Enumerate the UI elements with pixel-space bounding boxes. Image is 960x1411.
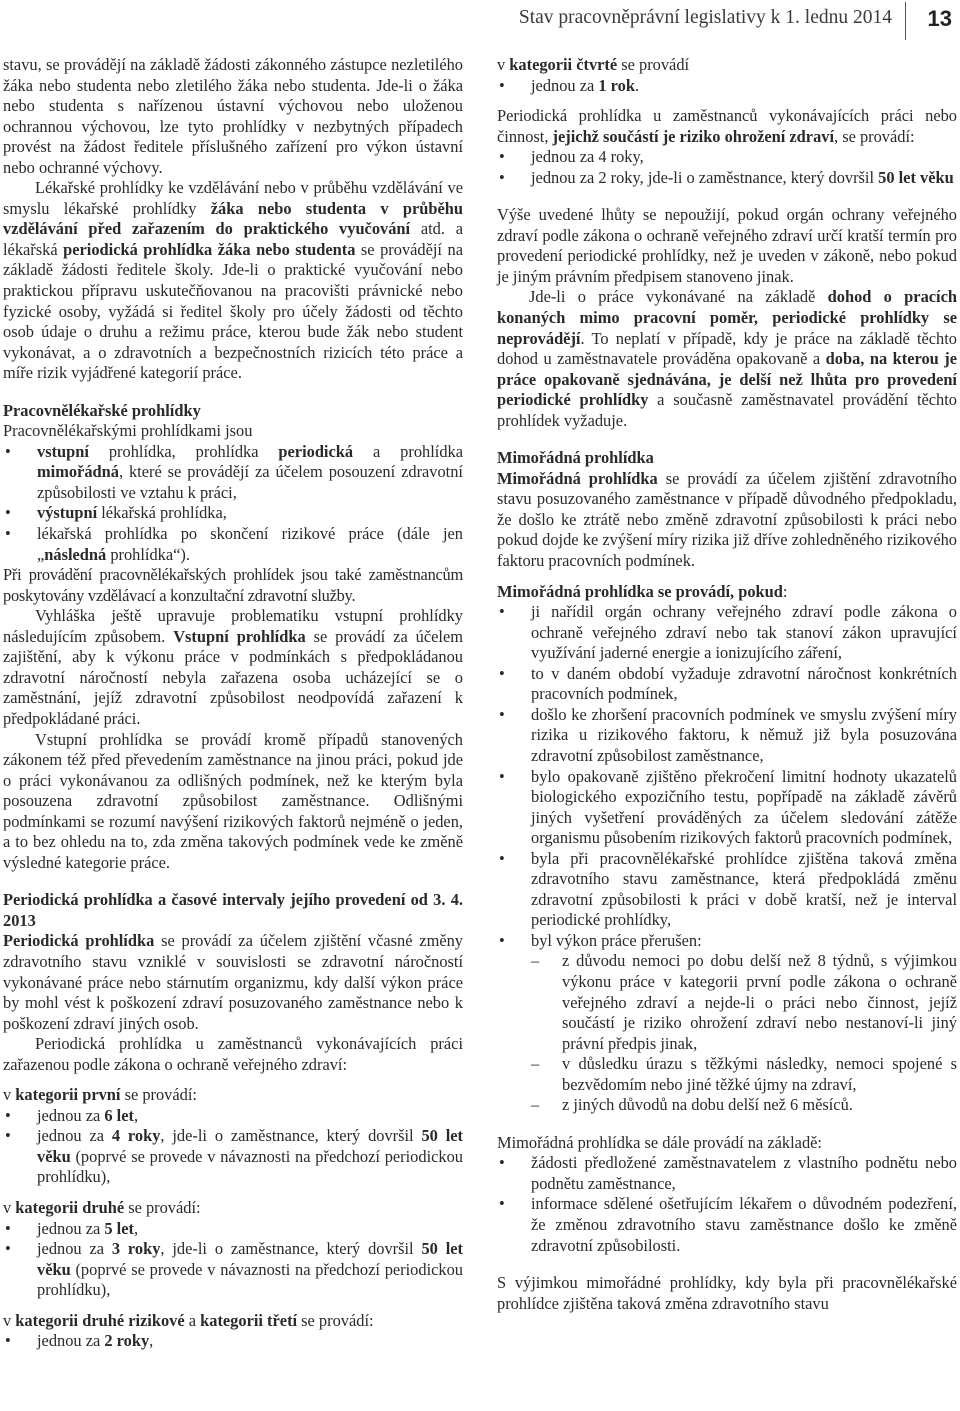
- paragraph: [3, 931, 463, 1034]
- bold-text: 4 roky: [111, 1126, 161, 1146]
- bullet-list: [497, 147, 957, 188]
- bullet-list: [497, 602, 957, 951]
- paragraph: [497, 287, 957, 431]
- text: se provádí:: [120, 1085, 197, 1105]
- text: Vyhláška ještě upravuje problematiku vstupní prohlídky následujícím způsobem.: [3, 606, 463, 646]
- section-heading: Periodická prohlídka a časové intervaly jejího provedení od 3. 4. 2013: [3, 890, 463, 930]
- text: prohlídka, prohlídka: [88, 441, 279, 461]
- text: ,: [133, 1105, 139, 1125]
- bold-text: Mimořádná prohlídka: [497, 468, 658, 488]
- category-line: [3, 1198, 463, 1219]
- text: :: [782, 581, 788, 601]
- bold-text: jejichž součástí je riziko ohrožení zdraví: [552, 126, 835, 146]
- bold-text: mimořádná: [37, 462, 119, 482]
- list-item: [3, 1219, 463, 1240]
- list-item: • jednou za 4 roky,: [497, 147, 957, 168]
- bold-text: Periodická prohlídka: [3, 931, 155, 951]
- text: a: [184, 1310, 201, 1330]
- paragraph: Mimořádná prohlídka se dále provádí na základě:: [497, 1132, 822, 1152]
- list-item: [3, 442, 463, 504]
- text: a prohlídka: [353, 441, 463, 461]
- bullet-list: [497, 76, 957, 97]
- bold-text: Vstupní prohlídka: [173, 626, 306, 646]
- bold-text: periodická: [278, 441, 354, 461]
- right-column: [497, 55, 957, 1314]
- text: (poprvé se provede v návaznosti na předchozí periodickou prohlídku),: [37, 1259, 463, 1300]
- list-item: • bylo opakovaně zjištěno překročení limitní hodnoty ukazatelů biologického expozičního testu, popřípadě na základě závěrů jiných vyšetření prováděných za účelem sledování zátěže organismu působením rizikových faktorů pracovních podmínek,: [497, 767, 957, 849]
- bold-text: žáka nebo studenta v průběhu vzdělávání před zařazením do praktického vyučování: [3, 198, 464, 239]
- bold-text: 50 let věku: [37, 1126, 464, 1166]
- text: se provádí: [617, 55, 690, 74]
- list-item: [3, 1106, 463, 1127]
- text: Periodická prohlídka u zaměstnanců vykonávajících práci nebo činnost,: [497, 106, 957, 146]
- bold-text: 50 let věku: [878, 167, 954, 187]
- page-header: [0, 0, 960, 42]
- text: , jde-li o zaměstnance, který dovršil: [160, 1126, 422, 1146]
- text: a současně zaměstnavatel provádění těchto prohlídek vyžaduje.: [497, 390, 957, 430]
- paragraph: [497, 582, 957, 603]
- paragraph: [3, 606, 463, 729]
- bold-text: 1 rok: [598, 75, 635, 95]
- text: jednou za 2 roky, jde-li o zaměstnance, který dovršil: [531, 167, 879, 187]
- text: ,: [133, 1218, 139, 1238]
- paragraph: [3, 178, 463, 383]
- paragraph: [497, 469, 957, 572]
- text: prohlídka“).: [106, 544, 190, 564]
- text: v: [3, 1310, 16, 1330]
- paragraph: [3, 55, 463, 178]
- bullet-list: [3, 1106, 463, 1188]
- category-line: [497, 55, 957, 76]
- list-item: – v důsledku úrazu s těžkými následky, nemoci spojené s bezvědomím nebo jiné těžké újmy na zdraví,: [497, 1054, 957, 1095]
- left-column: [3, 55, 463, 1352]
- bold-text: 5 let: [104, 1218, 134, 1238]
- list-item: [497, 76, 957, 97]
- text: stavu, se provádějí na základě žádosti zákonného zástupce nezletilého žáka nebo studenta nebo zletilého žáka nebo studenta. Jde-li o žáka nebo studenta s nařízenou ústavní výchovou nebo uloženou ochrannou výchovou, lze tyto prohlídky v nezbytných případech provést na žádost ředitele příslušného zařízení pro výkon ústavní nebo ochranné výchovy.: [3, 55, 463, 177]
- paragraph: Pracovnělékařskými prohlídkami jsou: [3, 421, 253, 441]
- list-item: [497, 168, 957, 189]
- text: se provádí za účelem zajištění, aby k výkonu práce v podmínkách s předpokládanou zdravotní náročností nebyla zařazena osoba ucházející se o zaměstnání, jejíž zdravotní způsobilost neodpovídá zařazení k předpokládané práci.: [3, 626, 463, 728]
- bold-text: Mimořádná prohlídka se provádí, pokud: [497, 581, 783, 601]
- text: v: [3, 1197, 16, 1217]
- text: se provádějí na základě žádosti ředitele školy. Jde-li o praktické vyučování nebo praktickou přípravu uskutečňovanou na pracovišti právnické nebo fyzické osoby, vyžádá si ředitel školy pro účely žádosti od těchto osob údaje o druhu a režimu práce, kterou bude žák nebo student vykonávat, a o zdravotních a bezpečnostních rizicích této práce a míře rizik vyjádřené kategorií práce.: [3, 239, 463, 383]
- text: se provádí:: [297, 1310, 374, 1330]
- list-item: [3, 524, 463, 565]
- list-item: – z důvodu nemoci po dobu delší než 8 týdnů, s výjimkou výkonu práce v kategorii první podle zákona o ochraně veřejného zdraví a nejde-li o práci nebo činnost, jejíž součástí je riziko ohrožení zdraví nebo nestanoví-li jiný právní předpis jinak,: [497, 951, 957, 1054]
- text: se provádí:: [124, 1197, 201, 1217]
- text: Jde-li o práce vykonávané na základě: [529, 287, 828, 307]
- bold-text: 6 let: [104, 1105, 134, 1125]
- bold-text: dohod o pracích konaných mimo pracovní poměr, periodické prohlídky se neprovádějí: [497, 287, 957, 348]
- text: , se provádí:: [834, 126, 915, 146]
- list-item: • to v daném období vyžaduje zdravotní náročnost konkrétních pracovních podmínek,: [497, 664, 957, 705]
- text: , které se provádějí za účelem posouzení zdravotní způsobilosti ve vztahu k práci,: [37, 462, 463, 502]
- list-item: • informace sdělené ošetřujícím lékařem o důvodném podezření, že změnou zdravotního stavu zaměstnance došlo ke změně zdravotní způsobilosti.: [497, 1194, 957, 1256]
- text: , jde-li o zaměstnance, který dovršil: [160, 1239, 422, 1259]
- bullet-list: [3, 1331, 463, 1352]
- text: atd. a lékařská: [3, 219, 464, 259]
- text: (poprvé se provede v návaznosti na předchozí periodickou prohlídku),: [37, 1146, 463, 1187]
- bullet-list: [3, 442, 463, 565]
- bold-text: kategorii druhé: [15, 1197, 125, 1217]
- list-item: • ji nařídil orgán ochrany veřejného zdraví podle zákona o ochraně veřejného zdraví nebo tak stanoví zákon upravující využívání jaderné energie a ionizujícího záření,: [497, 602, 957, 664]
- text: Lékařské prohlídky ke vzdělávání nebo v průběhu vzdělávání ve smyslu lékařské prohlídky: [3, 178, 463, 218]
- text: jednou za: [37, 1105, 105, 1125]
- bold-text: 2 roky: [104, 1331, 150, 1351]
- bold-text: doba, na kterou je práce opakovaně sjednávána, je delší než lhůta pro provedení periodické prohlídky: [497, 349, 957, 410]
- text: jednou za: [531, 75, 599, 95]
- text: jednou za: [37, 1218, 105, 1238]
- bold-text: výstupní: [37, 503, 98, 523]
- bold-text: vstupní: [37, 441, 89, 461]
- running-header-title: Stav pracovněprávní legislativy k 1. lednu 2014: [518, 7, 892, 28]
- bold-text: kategorii čtvrté: [509, 55, 618, 74]
- section-heading: Pracovnělékařské prohlídky: [3, 400, 201, 420]
- bold-text: kategorii druhé rizikové: [15, 1310, 185, 1330]
- paragraph: [497, 106, 957, 147]
- text: ,: [149, 1331, 154, 1351]
- paragraph: Vstupní prohlídka se provádí kromě případů stanovených zákonem též před převedením zaměstnance na jinou práci, pokud jde o práci vykonávanou za odlišných podmínek, než ke kterým byla posouzena zdravotní způsobilost zaměstnance. Odlišnými podmínkami se rozumí navýšení rizikových faktorů nejméně o jeden, a to bez ohledu na to, zda změna takových podmínek vede ke změně výsledné kategorie práce.: [3, 729, 463, 872]
- list-item: [3, 1239, 463, 1301]
- list-item: [3, 1126, 463, 1188]
- dash-list: [497, 951, 957, 1115]
- category-line: [3, 1311, 463, 1332]
- text: se provádí za účelem zjištění včasné změny zdravotního stavu vzniklé v souvislosti se zdravotní náročností vykonávané práce nebo stárnutím organizmu, kdy další výkon práce by mohl vést k poškození zdraví posuzovaného zaměstnance nebo k poškození zdraví jiných osob.: [3, 931, 463, 1033]
- bullet-list: [3, 1219, 463, 1301]
- text: jednou za: [37, 1126, 112, 1146]
- section-heading: Mimořádná prohlídka: [497, 448, 654, 468]
- bold-text: kategorii první: [15, 1085, 121, 1105]
- text: v: [497, 55, 510, 74]
- text: se provádí za účelem zjištění zdravotního stavu posuzovaného zaměstnance v případě důvodného předpokladu, že došlo ke ztrátě nebo změně zdravotní způsobilosti k práci nebo pokud dojde ke zvýšení míry rizika již dříve zohledněného rizikového faktoru pracovních podmínek.: [497, 468, 957, 571]
- header-divider: [905, 2, 906, 40]
- paragraph: Periodická prohlídka u zaměstnanců vykonávajících práci zařazenou podle zákona o ochraně veřejného zdraví:: [3, 1034, 463, 1074]
- bullet-list: [497, 1153, 957, 1256]
- category-line: [3, 1085, 463, 1106]
- list-item: • žádosti předložené zaměstnavatelem z vlastního podnětu nebo podnětu zaměstnance,: [497, 1153, 957, 1194]
- text: jednou za: [37, 1239, 112, 1259]
- text: v: [3, 1085, 16, 1105]
- bold-text: periodická prohlídka žáka nebo studenta: [63, 239, 356, 259]
- text: .: [634, 75, 640, 95]
- text: jednou za: [37, 1331, 105, 1351]
- text: lékařská prohlídka,: [97, 503, 227, 523]
- text: . To neplatí v případě, kdy je práce na základě těchto dohod u zaměstnavatele prováděna opakovaně a: [497, 328, 957, 369]
- text: lékařská prohlídka po skončení rizikové práce (dále jen „: [37, 524, 463, 564]
- bold-text: 50 let věku: [37, 1239, 464, 1279]
- bold-text: kategorii třetí: [200, 1310, 298, 1330]
- paragraph: Při provádění pracovnělékařských prohlídek jsou také zaměstnancům poskytovány vzdělávací a konzultační zdravotní služby.: [3, 565, 463, 605]
- list-item: [3, 1331, 463, 1352]
- paragraph: Výše uvedené lhůty se nepoužijí, pokud orgán ochrany veřejného zdraví podle zákona o ochraně veřejného zdraví určí kratší termín pro provedení periodické prohlídky, než je uveden v zákoně, nebo pokud je jiným právním předpisem stanoveno jinak.: [497, 205, 957, 286]
- list-item: • došlo ke zhoršení pracovních podmínek ve smyslu zvýšení míry rizika u rizikového faktoru, k němuž již byla posuzována zdravotní způsobilost zaměstnance,: [497, 705, 957, 767]
- list-item: • byl výkon práce přerušen:: [497, 931, 957, 952]
- page-number: 13: [927, 6, 952, 31]
- paragraph: S výjimkou mimořádné prohlídky, kdy byla při pracovnělékařské prohlídce zjištěna taková změna zdravotního stavu: [497, 1273, 957, 1313]
- bold-text: následná: [44, 544, 107, 564]
- list-item: – z jiných důvodů na dobu delší než 6 měsíců.: [497, 1095, 957, 1116]
- list-item: [3, 503, 463, 524]
- list-item: • byla při pracovnělékařské prohlídce zjištěna taková změna zdravotního stavu zaměstnance, která předpokládá změnu zdravotní způsobilosti k práci v době kratší, než je interval periodické prohlídky,: [497, 849, 957, 931]
- bold-text: 3 roky: [111, 1239, 161, 1259]
